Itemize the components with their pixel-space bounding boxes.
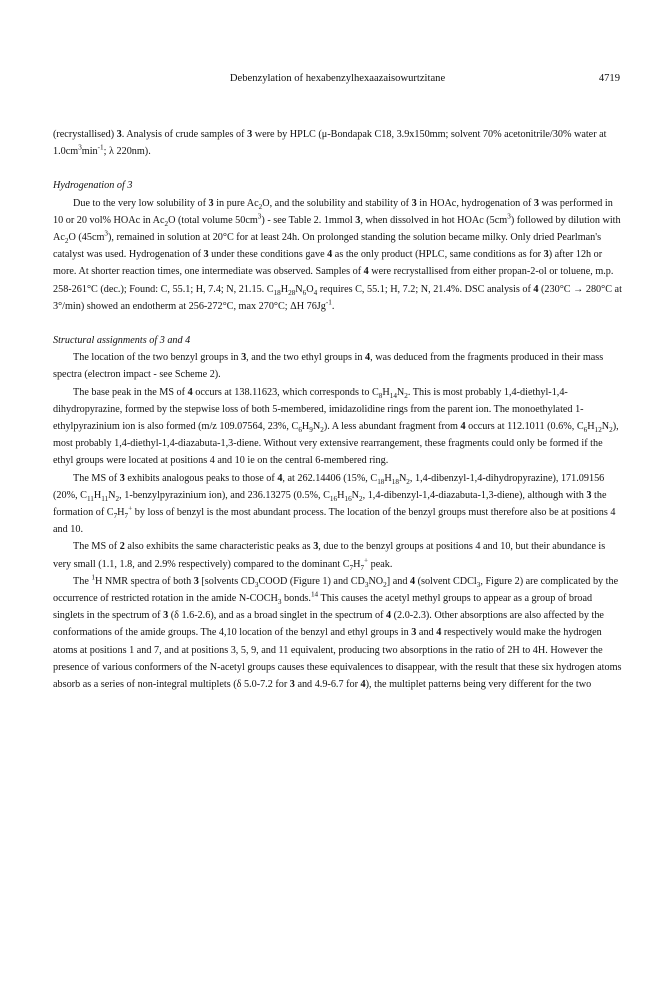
- structural-paragraph-5: The $^1$H NMR spectra of both 3 [solvents $CD_3COOD$ (Figure 1) and $CD_3NO_2$] and 4 (solvent CDCl$_3$, Figure 2) are complicated by the occurrence of restricted rotation in the amide $N-COCH_3$ bonds.$^{14}$ This causes the acetyl methyl groups to appear as a group of broad singlets in the spectrum of 3 (δ 1.6-2.6), and as a broad singlet in the spectrum of 4 (2.0-2.3). Other absorptions are also affected by the conformations of the amide groups. The 4,10 location of the benzyl and ethyl groups in 3 and 4 respectively would make the hydrogen atoms at positions 1 and 7, and at positions 3, 5, 9, and 11 equivalent, producing two absorptions in the ratio of 2H to 4H. However the presence of various conformers of the N-acetyl groups causes these equivalences to disappear, with the result that these six hydrogen atoms absorb as a series of non-integral multiplets (δ 5.0-7.2 for 3 and 4.9-6.7 for 4), the multiplet patterns being very different for the two: [53, 573, 622, 691]
- intro-paragraph: (recrystallised) 3. Analysis of crude samples of 3 were by HPLC (μ-Bondapak C18, 3.9x150mm; solvent 70% acetonitrile/30% water at $1.0cm^3\min^{-1}$; λ 220nm).: [53, 129, 607, 158]
- body-text: [53, 126, 622, 693]
- running-title: Debenzylation of hexabenzylhexaazaisowurtzitane: [229, 73, 446, 84]
- paragraph-gap: [53, 315, 622, 332]
- structural-paragraph-2: The base peak in the MS of 4 occurs at 138.11623, which corresponds to $C_8H_{14}N_2$. This is most probably 1,4-diethyl-1,4-dihydropyrazine, formed by the stepwise loss of both 5-membered, imidazolidine rings from the parent ion. The monoethylated 1-ethylpyrazinium ion is also formed (m/z 109.07564, 23%, $C_6H_9N_2$). A less abundant fragment from 4 occurs at 112.1011 (0.6%, $C_6H_{12}N_2$), most probably 1,4-diethyl-1,4-diazabuta-1,3-diene. Without very extensive rearrangement, these fragments could only be formed if the ethyl groups were located at positions 4 and 10 ie on the central 6-membered ring.: [53, 386, 619, 467]
- paragraph-gap: [53, 160, 622, 177]
- section-heading-hydrogenation: Hydrogenation of 3: [53, 180, 133, 192]
- hydrogenation-paragraph: Due to the very low solubility of 3 in pure $Ac_2O$, and the solubility and stability of 3 in HOAc, hydrogenation of 3 was performed in 10 or 20 vol% HOAc in $Ac_2O$ (total volume $50cm^3$) - see Table 2. 1mmol 3, when dissolved in hot HOAc $(5cm^3)$ followed by dilution with $Ac_2O$ $(45cm^3)$, remained in solution at 20°C for at least 24h. On prolonged standing the solution became milky. Only dried Pearlman's catalyst was used. Hydrogenation of 3 under these conditions gave 4 as the only product (HPLC, same conditions as for 3) after 12h or more. At shorter reaction times, one intermediate was observed. Samples of 4 were recrystallised from either propan-2-ol or toluene, m.p. 258-261°C (dec.); Found: C, 55.1; H, 7.4; N, 21.15. $C_{18}H_{28}N_6O_4$ requires C, 55.1; H, 7.2; N, 21.4%. DSC analysis of 4 (230°C → 280°C at 3°/min) showed an endotherm at 256-272°C, max 270°C; ΔH $76Jg^{-1}$.: [53, 197, 622, 312]
- section-heading-structural: Structural assignments of 3 and 4: [53, 335, 191, 347]
- structural-paragraph-3: The MS of 3 exhibits analogous peaks to those of 4, at 262.14406 (15%, $C_{18}H_{18}N_2$, 1,4-dibenzyl-1,4-dihydropyrazine), 171.09156 (20%, $C_{11}H_{11}N_2$, 1-benzylpyrazinium ion), and 236.13275 (0.5%, $C_{16}H_{16}N_2$, 1,4-dibenzyl-1,4-diazabuta-1,3-diene), although with 3 the formation of $C_7H_7^+$ by loss of benzyl is the most abundant process. The location of the benzyl groups must therefore also be at positions 4 and 10.: [53, 472, 616, 536]
- running-header: [53, 70, 622, 86]
- page-number: 4719: [598, 73, 620, 84]
- structural-paragraph-4: The MS of 2 also exhibits the same characteristic peaks as 3, due to the benzyl groups at positions 4 and 10, but their abundance is very small (1.1, 1.8, and 2.9% respectively) compared to the dominant $C_7H_7^+$ peak.: [53, 541, 606, 572]
- structural-paragraph-1: The location of the two benzyl groups in 3, and the two ethyl groups in 4, was deduced from the fragments produced in their mass spectra (electron impact - see Scheme 2).: [53, 352, 604, 381]
